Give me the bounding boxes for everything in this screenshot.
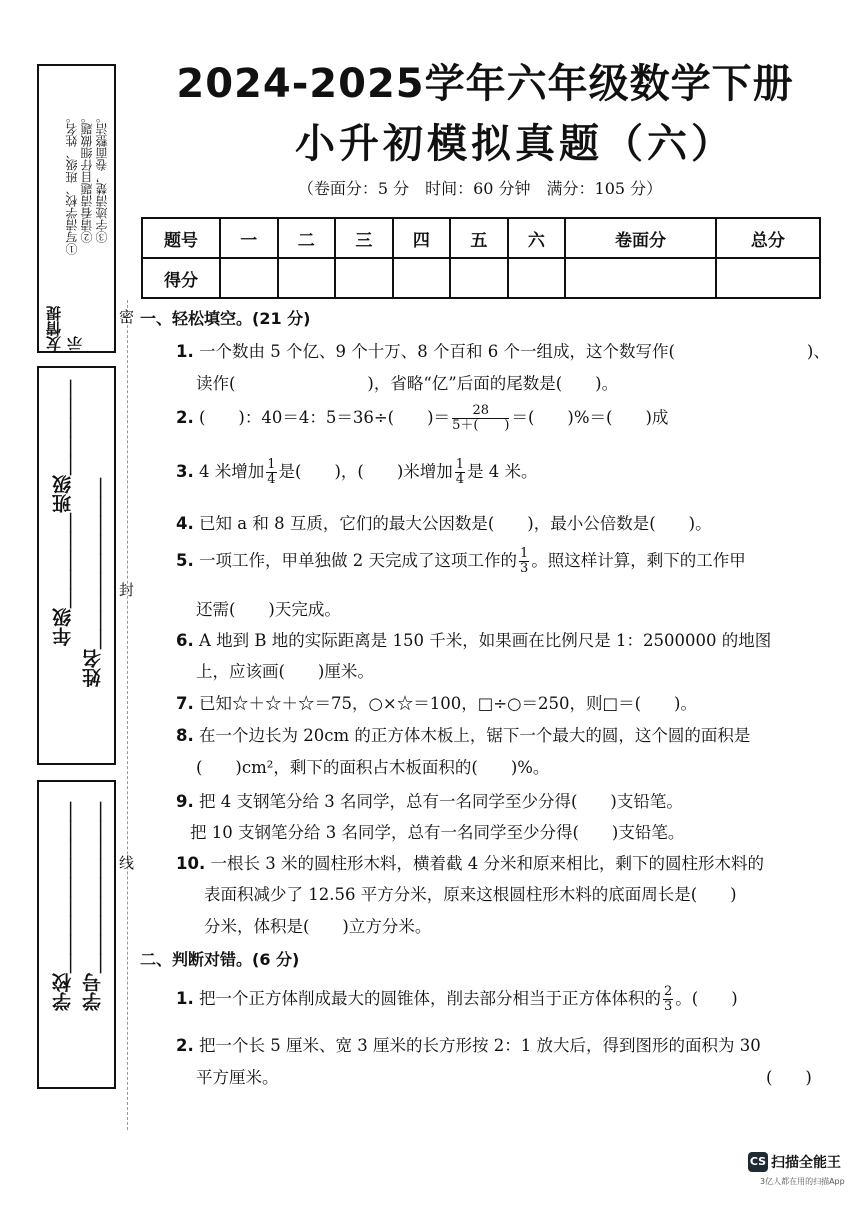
question-number: 3. — [176, 462, 194, 481]
name-field: 姓名＿＿＿＿＿＿＿＿＿ — [82, 478, 104, 687]
question-8 — [176, 722, 750, 746]
question-text: 一个数由 5 个亿、9 个十万、8 个百和 6 个一组成，这个数写作( )、 — [199, 342, 830, 361]
answer-bracket[interactable]: 。( ) — [675, 989, 738, 1008]
question-text: 已知☆＋☆＋☆＝75，○×☆＝100，□÷○＝250，则□＝( )。 — [199, 694, 697, 713]
score-blank[interactable] — [335, 258, 393, 298]
fraction: $\frac{1}{4}$ — [455, 457, 465, 487]
judge-question-1 — [176, 985, 738, 1014]
seal-mark-xian: 线 — [119, 854, 135, 872]
fraction: $\frac{2}{3}$ — [664, 984, 673, 1014]
question-number: 10. — [176, 854, 206, 873]
exam-info: （卷面分：5 分 时间：60 分钟 满分：105 分） — [297, 179, 663, 198]
score-cell: 四 — [393, 218, 451, 258]
question-text: 是 4 米。 — [467, 462, 538, 481]
question-6-line2: 上，应该画( )厘米。 — [196, 662, 374, 681]
score-cell: 一 — [220, 218, 278, 258]
tip-1: ①写清学校、班级、姓名。 — [65, 111, 79, 255]
answer-bracket[interactable]: ( ) — [766, 1068, 812, 1087]
question-7 — [176, 690, 697, 714]
school-box — [37, 780, 116, 1089]
score-blank[interactable] — [565, 258, 716, 298]
logo-name: 扫描全能王 — [771, 1154, 841, 1171]
tip-3: ③字迹清楚，卷面整洁。 — [95, 111, 109, 243]
question-text: 把 4 支钢笔分给 3 名同学，总有一名同学至少分得( )支铅笔。 — [199, 792, 683, 811]
question-number: 7. — [176, 694, 194, 713]
judge-question-2-line2: 平方厘米。 — [196, 1068, 279, 1087]
question-number: 1. — [176, 989, 194, 1008]
question-10-line2: 表面积减少了 12.56 平方分米，原来这根圆柱形木料的底面周长是( ) — [204, 885, 737, 904]
question-4 — [176, 510, 712, 534]
score-blank[interactable] — [450, 258, 508, 298]
score-cell: 五 — [450, 218, 508, 258]
grade-name-box — [37, 366, 116, 765]
question-number: 4. — [176, 514, 194, 533]
score-blank[interactable] — [508, 258, 566, 298]
question-number: 2. — [176, 408, 194, 427]
question-5 — [176, 547, 746, 576]
section1-title: 一、轻松填空。(21 分) — [140, 309, 311, 328]
judge-question-2 — [176, 1032, 761, 1056]
question-number: 8. — [176, 726, 194, 745]
question-10 — [176, 850, 764, 874]
score-value-row — [142, 258, 820, 298]
score-blank[interactable] — [716, 258, 820, 298]
question-text: ＝( )%＝( )成 — [511, 408, 669, 427]
question-5-line2: 还需( )天完成。 — [196, 600, 341, 619]
score-cell: 卷面分 — [565, 218, 716, 258]
section2-title: 二、判断对错。(6 分) — [140, 950, 300, 969]
fraction: $\frac{28}{5+( )}$ — [452, 403, 510, 433]
tip-2: ②请看清题目仔细做题。 — [80, 111, 94, 243]
question-text: A 地到 B 地的实际距离是 150 千米，如果画在比例尺是 1：2500000 的地图 — [199, 631, 772, 650]
score-blank[interactable] — [278, 258, 336, 298]
score-cell: 总分 — [716, 218, 820, 258]
question-9 — [176, 788, 683, 812]
question-text: 已知 a 和 8 互质，它们的最大公因数是( )，最小公倍数是( )。 — [199, 514, 712, 533]
question-text: 4 米增加 — [199, 462, 265, 481]
school-field: 学校＿＿＿＿＿＿＿＿＿ — [52, 802, 74, 1011]
score-cell: 六 — [508, 218, 566, 258]
seal-mark-mi: 密 — [119, 308, 135, 326]
title-line2: 小升初模拟真题（六） — [295, 121, 735, 167]
question-3 — [176, 458, 538, 487]
question-10-line3: 分米，体积是( )立方分米。 — [204, 917, 432, 936]
question-text: 一项工作，甲单独做 2 天完成了这项工作的 — [199, 551, 517, 570]
fraction: $\frac{1}{4}$ — [267, 457, 276, 487]
question-1-line2: 读作( )，省略“亿”后面的尾数是( )。 — [196, 374, 619, 393]
question-text: 把一个正方体削成最大的圆锥体，削去部分相当于正方体体积的 — [199, 989, 661, 1008]
tips-title: 友情提示 — [45, 306, 84, 351]
question-8-line2: ( )cm²，剩下的面积占木板面积的( )%。 — [196, 758, 550, 777]
question-9-line2: 把 10 支钢笔分给 3 名同学，总有一名同学至少分得( )支铅笔。 — [190, 823, 685, 842]
question-2 — [176, 404, 668, 433]
seal-mark-feng: 封 — [119, 581, 135, 599]
logo-tagline: 3亿人都在用的扫描App — [760, 1177, 845, 1186]
cs-logo-icon: CS — [748, 1152, 768, 1172]
question-text: 在一个边长为 20cm 的正方体木板上，锯下一个最大的圆，这个圆的面积是 — [199, 726, 751, 745]
question-number: 1. — [176, 342, 194, 361]
scanner-logo — [748, 1151, 841, 1172]
question-text: 一根长 3 米的圆柱形木料，横着截 4 分米和原来相比，剩下的圆柱形木料的 — [210, 854, 764, 873]
student-no-field: 学号＿＿＿＿＿＿＿＿＿ — [82, 802, 104, 1011]
question-number: 6. — [176, 631, 194, 650]
question-text: 把一个长 5 厘米、宽 3 厘米的长方形按 2：1 放大后，得到图形的面积为 30 — [199, 1036, 761, 1055]
question-text: 。照这样计算，剩下的工作甲 — [531, 551, 746, 570]
fraction: $\frac{1}{3}$ — [520, 546, 529, 576]
title-line1: 2024-2025学年六年级数学下册 — [176, 61, 794, 107]
score-cell: 题号 — [142, 218, 220, 258]
question-text: 是( )，( )米增加 — [278, 462, 453, 481]
tips-box — [37, 64, 116, 353]
score-blank[interactable] — [393, 258, 451, 298]
score-blank[interactable] — [220, 258, 278, 298]
question-text: ( )：40＝4：5＝36÷( )＝ — [199, 408, 451, 427]
score-row-label: 得分 — [142, 258, 220, 298]
score-table — [141, 217, 821, 299]
score-header-row — [142, 218, 820, 258]
question-6 — [176, 627, 771, 651]
score-cell: 三 — [335, 218, 393, 258]
question-1 — [176, 338, 830, 362]
grade-class-field: 年级＿＿＿＿＿班级＿＿＿＿＿ — [52, 380, 74, 646]
question-number: 2. — [176, 1036, 194, 1055]
question-number: 5. — [176, 551, 194, 570]
seal-line — [127, 300, 128, 1130]
score-cell: 二 — [278, 218, 336, 258]
question-number: 9. — [176, 792, 194, 811]
